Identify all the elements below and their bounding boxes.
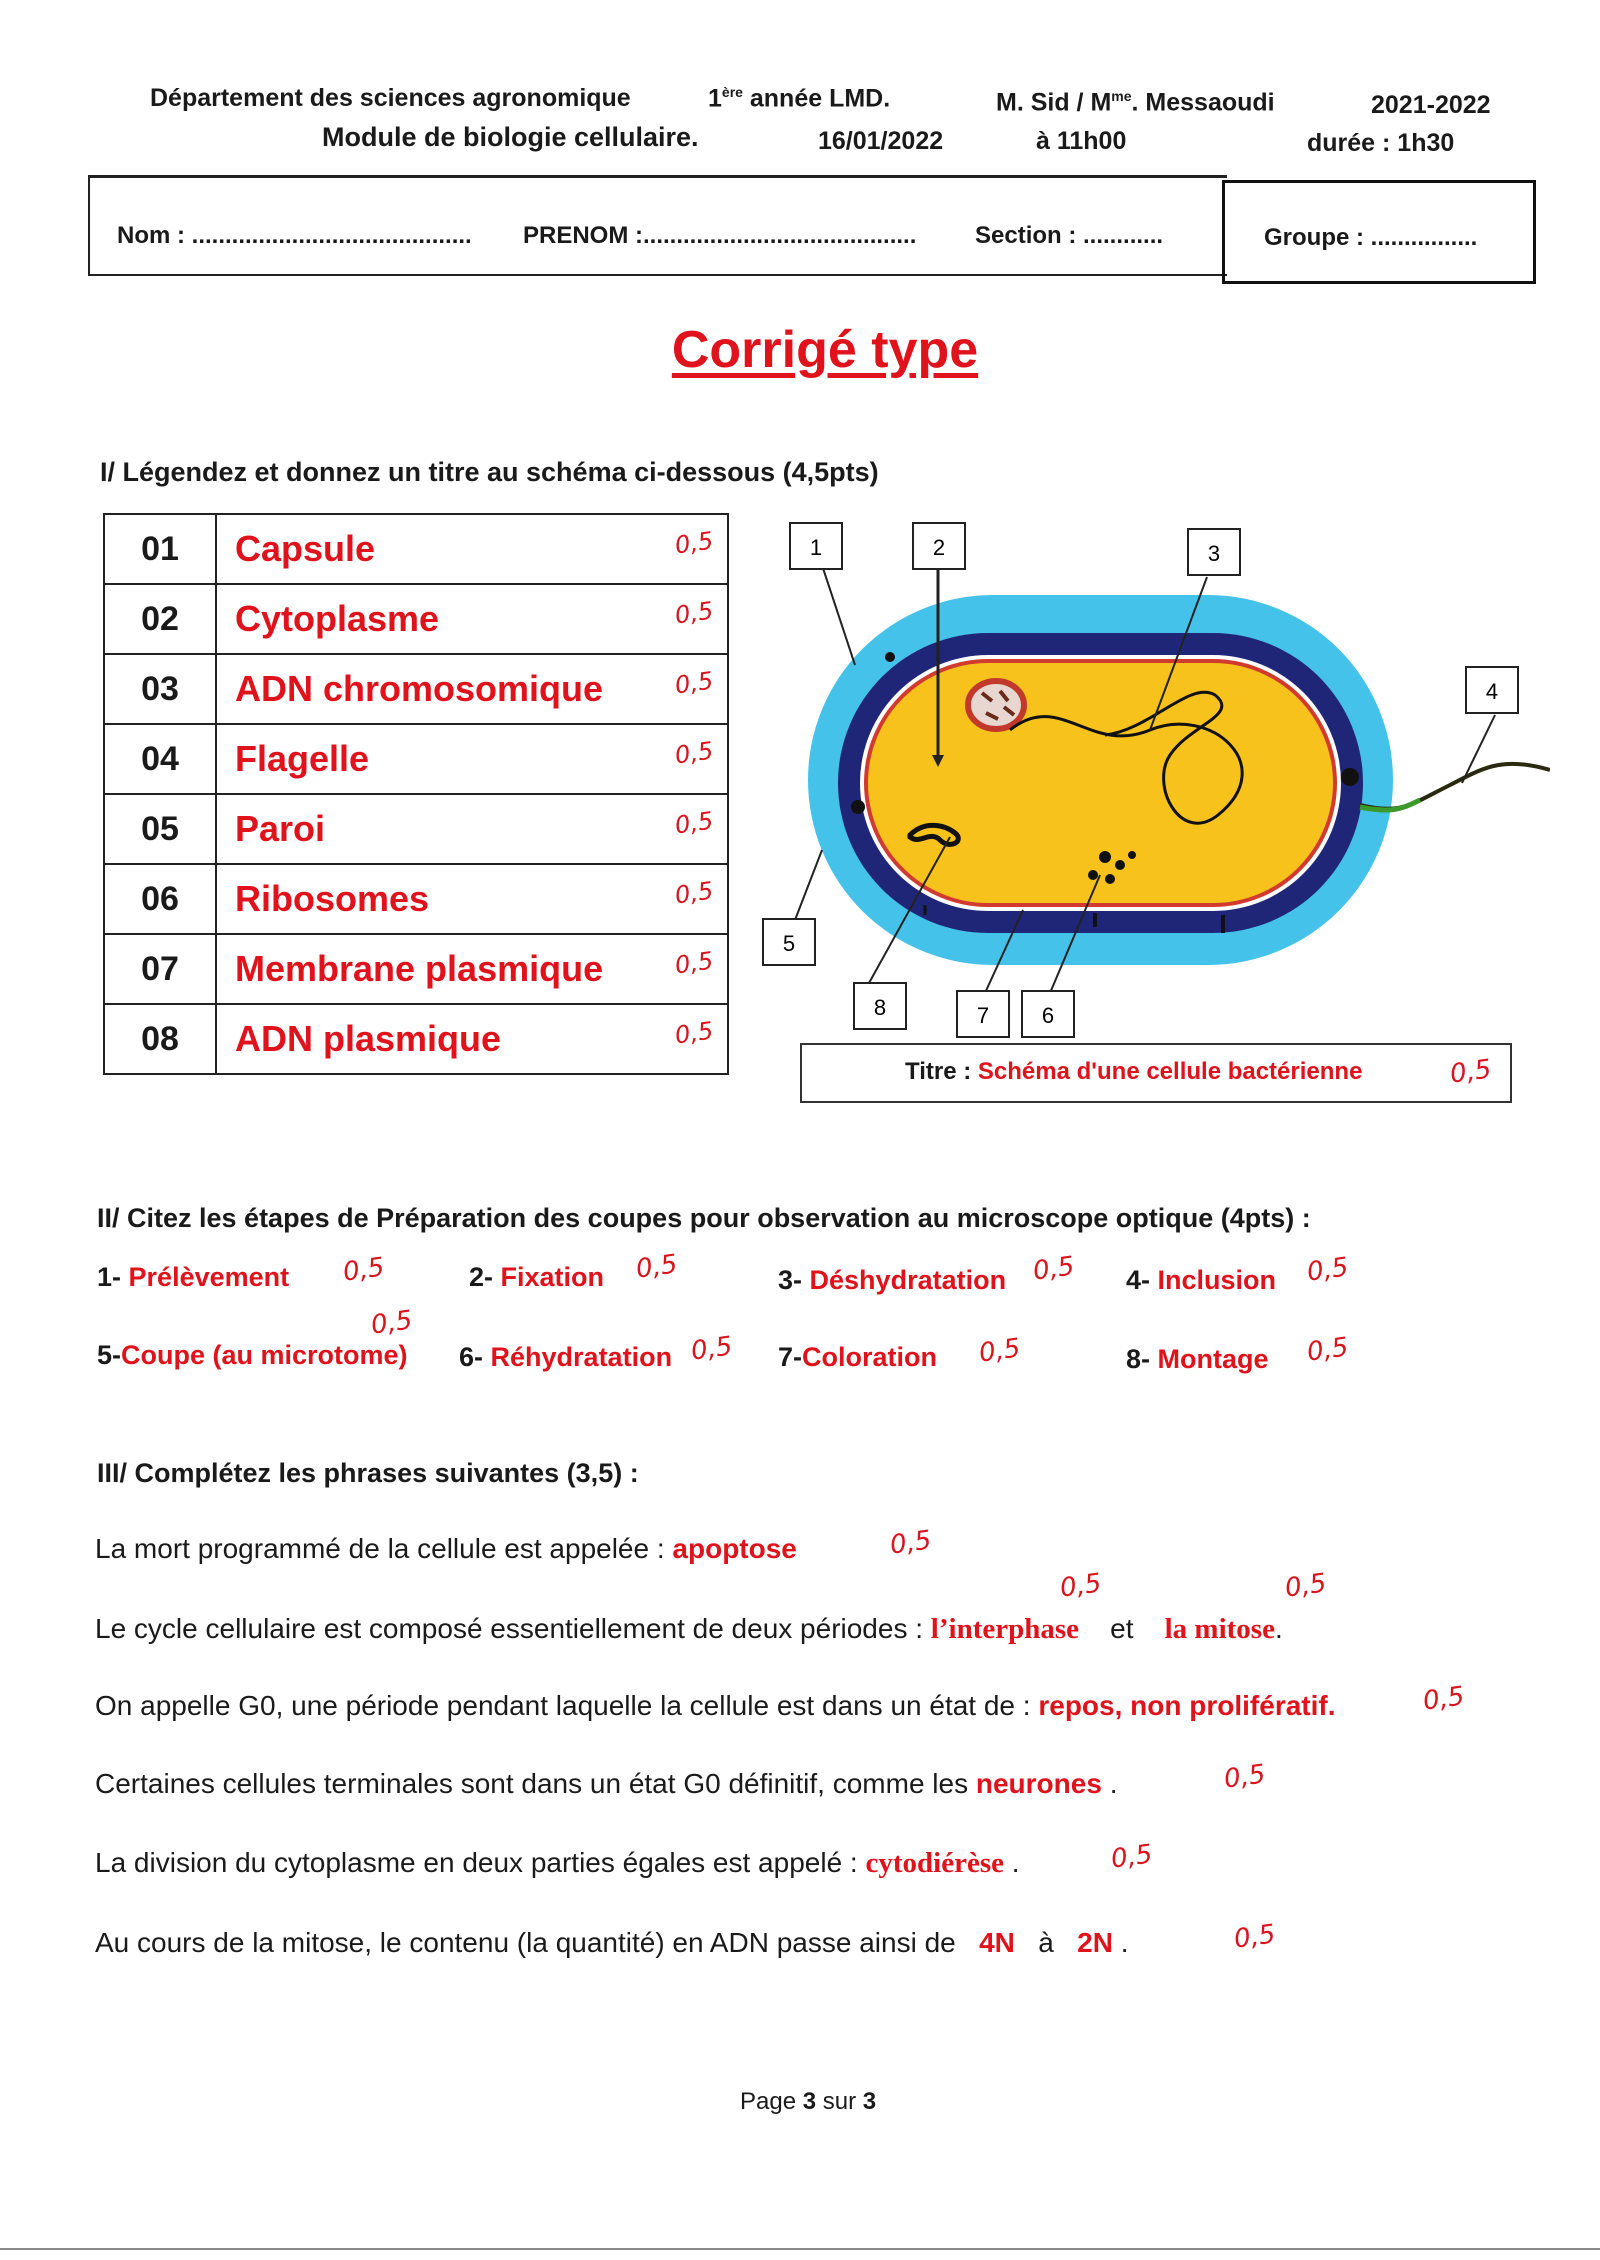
grade-mark: 0,5 bbox=[341, 1252, 387, 1288]
grade-mark: 0,5 bbox=[673, 806, 715, 840]
grade-mark: 0,5 bbox=[1283, 1568, 1329, 1604]
label-box-5 bbox=[763, 919, 815, 965]
page-title: Corrigé type bbox=[671, 321, 979, 379]
section1-heading: I/ Légendez et donnez un titre au schéma ci-dessous (4,5pts) bbox=[100, 457, 879, 487]
step-4: 4- Inclusion bbox=[1126, 1265, 1277, 1295]
svg-text:7: 7 bbox=[976, 1003, 990, 1028]
table-row: 02 Cytoplasme 0,5 bbox=[104, 584, 728, 654]
label-box-3 bbox=[1188, 529, 1240, 575]
label-box-6 bbox=[1022, 991, 1074, 1037]
svg-text:8: 8 bbox=[873, 995, 887, 1020]
academic-year: 2021-2022 bbox=[1371, 91, 1491, 119]
sentence-5: La division du cytoplasme en deux parties égales est appelé : cytodiérèse . bbox=[95, 1847, 1020, 1879]
label-box-4 bbox=[1466, 667, 1518, 713]
page-number: Page 3 sur 3 bbox=[740, 2088, 877, 2115]
step-5: 5-Coupe (au microtome) bbox=[97, 1340, 408, 1370]
grade-mark: 0,5 bbox=[1421, 1681, 1467, 1717]
diagram-title-value: Schéma d'une cellule bactérienne bbox=[977, 1058, 1363, 1085]
study-year: 1ère année LMD. bbox=[708, 84, 891, 113]
svg-text:4: 4 bbox=[1485, 679, 1499, 704]
section2-heading: II/ Citez les étapes de Préparation des coupes pour observation au microscope optique (4pts) : bbox=[97, 1203, 1311, 1233]
table-row: 05 Paroi 0,5 bbox=[104, 794, 728, 864]
exam-duration: durée : 1h30 bbox=[1307, 129, 1455, 157]
grade-mark: 0,5 bbox=[369, 1305, 415, 1341]
label-box-7 bbox=[957, 991, 1009, 1037]
grade-mark: 0,5 bbox=[634, 1249, 680, 1285]
table-row: 08 ADN plasmique 0,5 bbox=[104, 1004, 728, 1074]
svg-text:6: 6 bbox=[1041, 1003, 1055, 1028]
table-row: 07 Membrane plasmique 0,5 bbox=[104, 934, 728, 1004]
legend-table bbox=[103, 513, 729, 1075]
sentence-4: Certaines cellules terminales sont dans un état G0 définitif, comme les neurones . bbox=[95, 1768, 1118, 1799]
grade-mark: 0,5 bbox=[689, 1331, 735, 1367]
grade-mark: 0,5 bbox=[1109, 1839, 1155, 1875]
teachers: M. Sid / $M^{me}$. Messaoudi bbox=[996, 88, 1275, 117]
label-box-1 bbox=[790, 523, 842, 569]
grade-mark: 0,5 bbox=[673, 946, 715, 980]
section3-heading: III/ Complétez les phrases suivantes (3,5) : bbox=[97, 1458, 639, 1488]
table-row: 01 Capsule 0,5 bbox=[104, 514, 728, 584]
label-box-2 bbox=[913, 523, 965, 569]
grade-mark: 0,5 bbox=[673, 1016, 715, 1050]
table-row: 03 ADN chromosomique 0,5 bbox=[104, 654, 728, 724]
grade-mark: 0,5 bbox=[1448, 1054, 1494, 1090]
step-1: 1- Prélèvement bbox=[97, 1262, 290, 1292]
grade-mark: 0,5 bbox=[673, 876, 715, 910]
step-7: 7-Coloration bbox=[778, 1342, 938, 1372]
svg-text:2: 2 bbox=[932, 535, 946, 560]
sentence-6: Au cours de la mitose, le contenu (la quantité) en ADN passe ainsi de 4N à 2N . bbox=[95, 1927, 1129, 1958]
grade-mark: 0,5 bbox=[673, 666, 715, 700]
step-2: 2- Fixation bbox=[469, 1262, 605, 1292]
grade-mark: 0,5 bbox=[888, 1525, 934, 1561]
prenom-field[interactable]: PRENOM :......................................... bbox=[523, 222, 917, 249]
grade-mark: 0,5 bbox=[673, 736, 715, 770]
grade-mark: 0,5 bbox=[673, 596, 715, 630]
label-box-8 bbox=[854, 983, 906, 1029]
grade-mark: 0,5 bbox=[673, 526, 715, 560]
step-8: 8- Montage bbox=[1126, 1344, 1269, 1374]
step-6: 6- Réhydratation bbox=[459, 1342, 673, 1372]
grade-mark: 0,5 bbox=[1232, 1919, 1278, 1955]
section-field[interactable]: Section : ............ bbox=[975, 222, 1164, 249]
nom-field[interactable]: Nom : .......................................... bbox=[117, 222, 472, 249]
grade-mark: 0,5 bbox=[1305, 1252, 1351, 1288]
table-row: 04 Flagelle 0,5 bbox=[104, 724, 728, 794]
sentence-2: Le cycle cellulaire est composé essentiellement de deux périodes : l’interphase et la mitose. bbox=[95, 1613, 1283, 1645]
bottom-divider bbox=[0, 2248, 1600, 2250]
grade-mark: 0,5 bbox=[1058, 1568, 1104, 1604]
diagram-title-label: Titre : bbox=[905, 1058, 972, 1085]
department: Département des sciences agronomique bbox=[150, 84, 631, 112]
grade-mark: 0,5 bbox=[1031, 1251, 1077, 1287]
sentence-3: On appelle G0, une période pendant laquelle la cellule est dans un état de : repos, non prolifératif. bbox=[95, 1690, 1336, 1721]
grade-mark: 0,5 bbox=[1305, 1332, 1351, 1368]
module-name: Module de biologie cellulaire. bbox=[322, 122, 699, 152]
sentence-1: La mort programmé de la cellule est appelée : apoptose bbox=[95, 1533, 797, 1564]
exam-time: à 11h00 bbox=[1036, 127, 1127, 155]
grade-mark: 0,5 bbox=[1222, 1759, 1268, 1795]
bacterial-cell-diagram bbox=[760, 515, 1550, 1040]
step-3: 3- Déshydratation bbox=[778, 1265, 1007, 1295]
svg-text:1: 1 bbox=[809, 535, 823, 560]
grade-mark: 0,5 bbox=[977, 1333, 1023, 1369]
table-row: 06 Ribosomes 0,5 bbox=[104, 864, 728, 934]
groupe-field[interactable]: Groupe : ................ bbox=[1264, 224, 1478, 251]
svg-text:5: 5 bbox=[782, 931, 796, 956]
svg-text:3: 3 bbox=[1207, 541, 1221, 566]
diagram-title-box bbox=[800, 1043, 1512, 1103]
exam-date: 16/01/2022 bbox=[818, 127, 944, 155]
